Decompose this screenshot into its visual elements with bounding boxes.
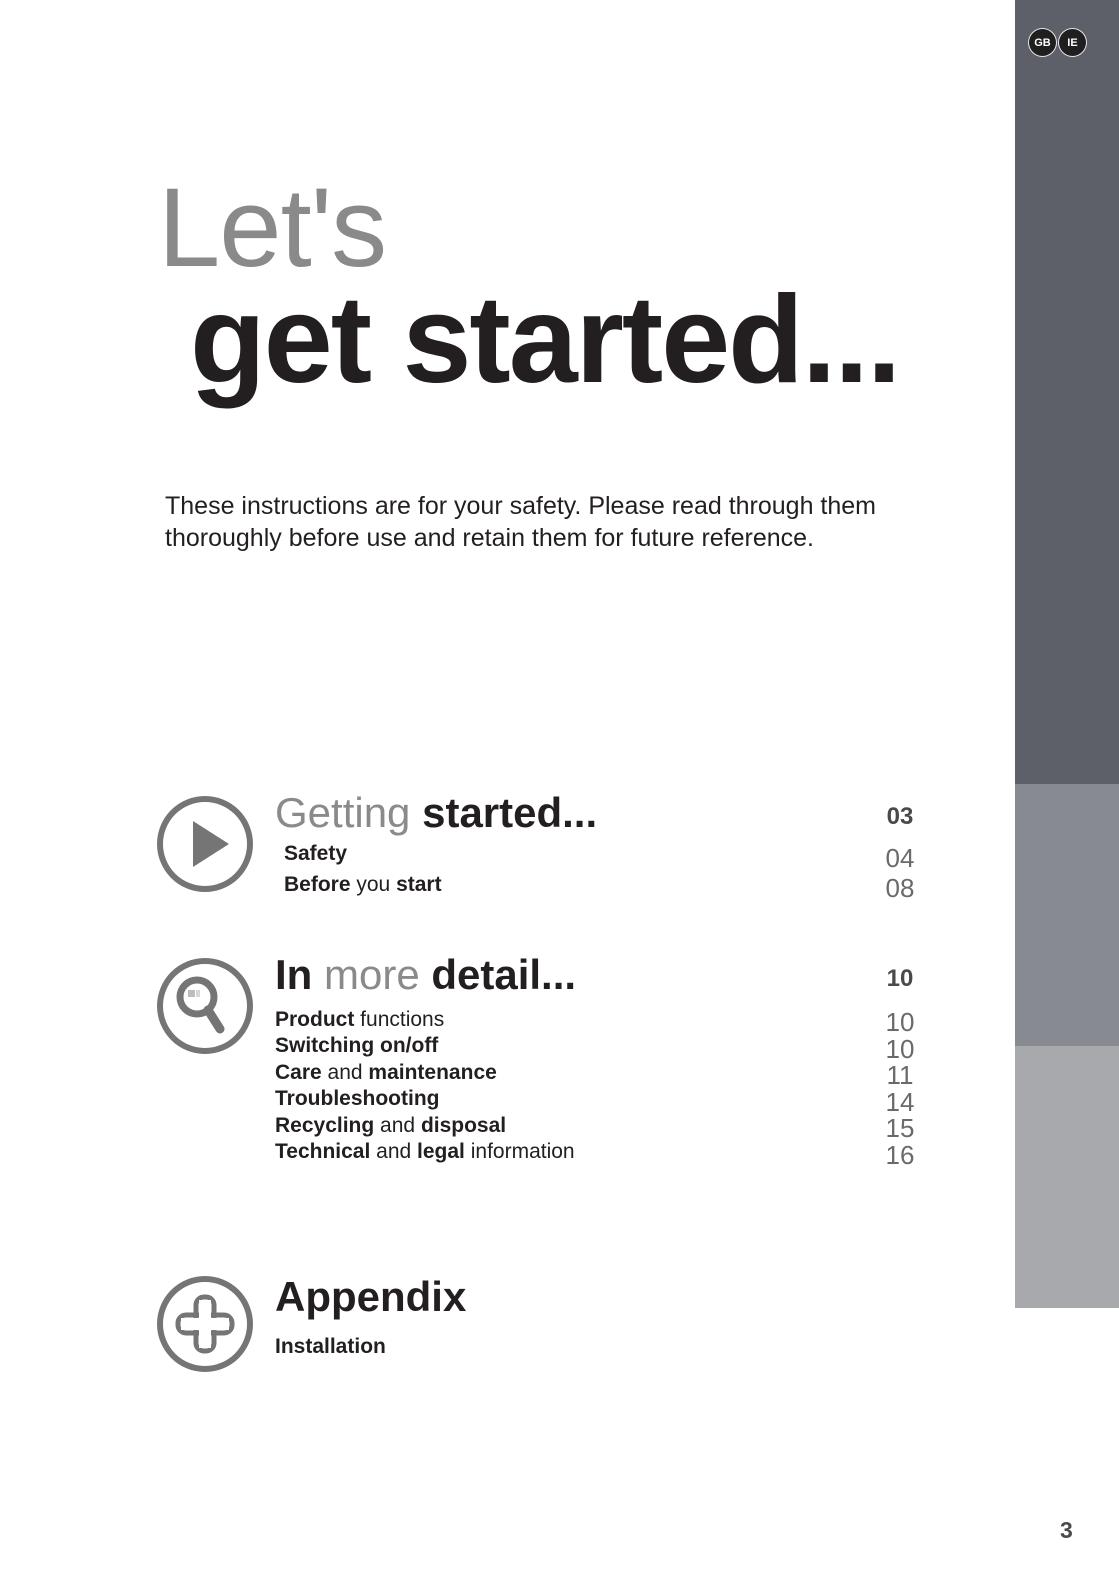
toc-item-text: Product [275, 1008, 355, 1031]
intro-text: These instructions are for your safety. Please read through them thoroughly before use and retain them for future reference. [165, 492, 877, 552]
section-title-light: more [312, 951, 432, 998]
play-icon [155, 794, 255, 894]
toc-item-text: Technical [275, 1140, 371, 1163]
toc-item-text: Before [284, 873, 351, 896]
section-title-appendix [275, 1273, 467, 1320]
toc-item-text: and [321, 1061, 369, 1084]
page-number-before-you-start: 08 [885, 873, 915, 903]
section-title-bold: Appendix [275, 1273, 467, 1320]
section-title-bold: started... [422, 789, 598, 836]
page-number-switching-on-off: 10 [885, 1034, 915, 1064]
toc-item-text: Installation [275, 1335, 386, 1358]
toc-item-text: Recycling [275, 1114, 375, 1137]
toc-item-technical-and-legal-information[interactable] [275, 1141, 575, 1162]
toc-item-before-you-start[interactable] [284, 874, 442, 895]
toc-item-text: maintenance [368, 1061, 497, 1084]
toc-item-text: functions [354, 1008, 445, 1031]
toc-item-text: Safety [284, 842, 348, 865]
lang-badge-gb: GB [1029, 29, 1056, 56]
lang-badge-ie: IE [1059, 29, 1086, 56]
heading-lets: Let's [158, 165, 387, 290]
toc-item-switching-on-off[interactable] [275, 1035, 438, 1056]
side-band-mid [1015, 784, 1119, 1046]
section-title-in-more-detail [275, 951, 577, 998]
page-number-product-functions: 10 [885, 1007, 915, 1037]
magnifier-icon [155, 956, 255, 1056]
toc-item-safety[interactable] [284, 843, 347, 864]
toc-item-text: you [350, 873, 397, 896]
toc-item-product-functions[interactable] [275, 1009, 444, 1030]
section-title-getting-started [275, 789, 598, 836]
toc-item-care-and-maintenance[interactable] [275, 1062, 497, 1083]
toc-item-troubleshooting[interactable] [275, 1088, 439, 1109]
side-band-light [1015, 1046, 1119, 1308]
toc-item-installation[interactable] [275, 1336, 386, 1357]
toc-item-text: disposal [420, 1114, 507, 1137]
section-title-bold: detail... [431, 951, 577, 998]
toc-item-text: Care [275, 1061, 322, 1084]
language-badges [1029, 29, 1086, 56]
page-number: 3 [1060, 1517, 1073, 1543]
plus-icon [155, 1274, 255, 1374]
section-title-bold: In [275, 951, 313, 998]
toc-item-text: start [396, 873, 442, 896]
toc-item-text: Switching on/off [275, 1034, 439, 1057]
toc-item-text: and [370, 1140, 418, 1163]
section-title-light: Getting [275, 789, 411, 836]
page-number-safety: 04 [885, 843, 915, 873]
page-number-troubleshooting: 14 [885, 1087, 915, 1117]
page-number-recycling-and-disposal: 15 [885, 1113, 915, 1143]
page-number-in-more-detail: 10 [886, 965, 914, 992]
page-number-getting-started: 03 [886, 803, 914, 830]
page-number-technical-and-legal-information: 16 [885, 1140, 915, 1170]
side-band-dark [1015, 0, 1119, 784]
heading-get-started: get started... [190, 271, 900, 409]
toc-item-text: legal [417, 1140, 465, 1163]
toc-item-text: information [464, 1140, 575, 1163]
toc-item-text: Troubleshooting [275, 1087, 440, 1110]
toc-item-text: and [374, 1114, 421, 1137]
toc-item-recycling-and-disposal[interactable] [275, 1115, 506, 1136]
page-number-care-and-maintenance: 11 [886, 1060, 914, 1090]
